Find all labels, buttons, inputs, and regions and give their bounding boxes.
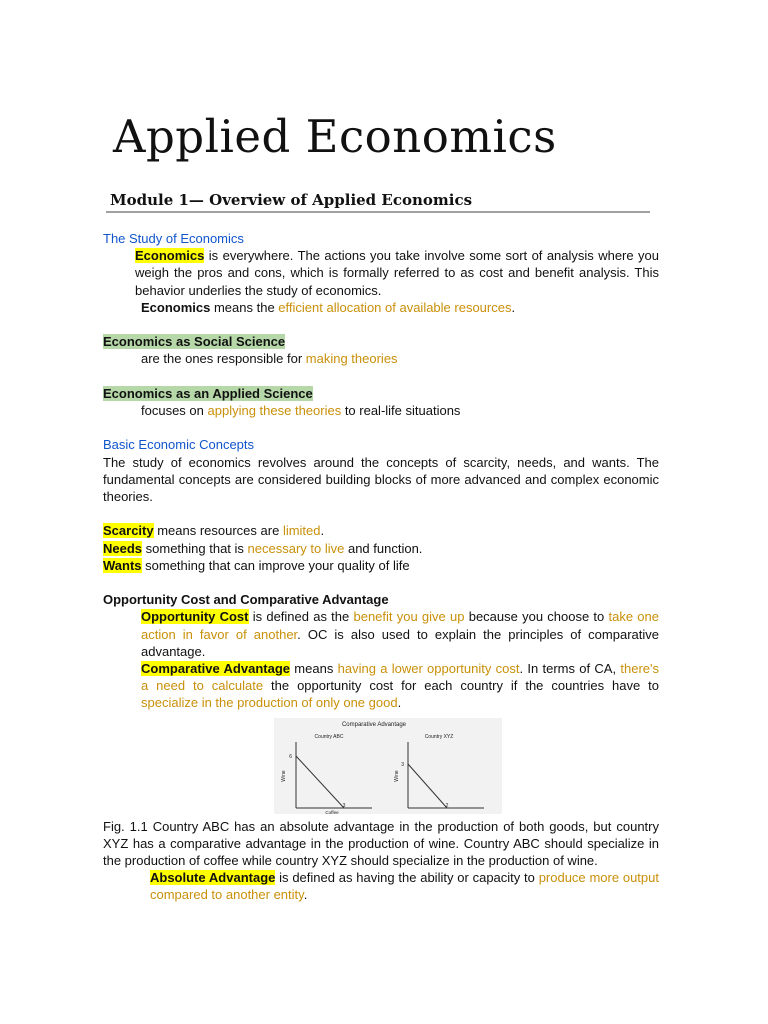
spacer (103, 505, 659, 522)
highlight-phrase: making theories (305, 351, 398, 367)
paragraph-study (103, 247, 659, 299)
heading-divider (106, 211, 650, 213)
paragraph-text: is everywhere. The actions you take involve some sort of analysis where you weigh the pros and cons, which is formally referred to as cost and benefit analysis. This behavior underlies the study of economics. (135, 248, 659, 298)
left-y-value: 6 (289, 753, 292, 760)
paragraph-comparative-advantage (103, 660, 659, 712)
paragraph-text: . (511, 299, 516, 315)
figure-left-label: Country ABC (314, 733, 344, 740)
highlight-term: Wants (103, 557, 142, 573)
paragraph-text: means (290, 661, 338, 676)
highlight-term: Comparative Advantage (141, 661, 291, 676)
document-title: Applied Economics (113, 110, 557, 163)
section-heading-social (103, 333, 659, 350)
section-heading-basic: Basic Economic Concepts (103, 437, 255, 453)
right-x-value: 2 (445, 802, 449, 809)
paragraph-text: and function. (344, 540, 423, 556)
highlight-term: Economics (135, 248, 205, 264)
paragraph-text: focuses on (141, 403, 208, 418)
right-y-value: 3 (401, 761, 404, 768)
concept-needs (103, 540, 659, 557)
highlight-term: Opportunity Cost (141, 609, 249, 625)
spacer (103, 316, 659, 333)
right-y-label: Wine (394, 769, 400, 782)
green-heading: Economics as an Applied Science (103, 385, 313, 401)
paragraph-opportunity-cost (103, 608, 659, 660)
paragraph-text: something that is (142, 540, 248, 556)
concept-scarcity (103, 522, 659, 539)
spacer (103, 368, 659, 385)
highlight-phrase: there's a need to calculate (141, 661, 659, 694)
left-y-label: Wine (281, 769, 287, 782)
left-x-value: 3 (342, 802, 346, 809)
highlight-phrase: produce more output compared to another entity (150, 870, 659, 903)
figure-caption: Fig. 1.1 Country ABC has an absolute advantage in the production of both goods, but country XYZ has a comparative advantage in the production of wine. Country ABC should specialize in the production of coffee while country XYZ should specialize in the production of wine. (103, 818, 659, 869)
figure-title: Comparative Advantage (341, 721, 407, 728)
paragraph-text: means the (210, 299, 279, 315)
paragraph-text: something that can improve your quality of life (141, 557, 410, 573)
paragraph-definition (103, 299, 659, 316)
left-ppf-line (296, 756, 344, 808)
paragraph-text: . (320, 523, 325, 539)
paragraph-absolute-advantage (103, 869, 659, 903)
left-x-label: Coffee (325, 809, 339, 814)
highlight-term: Absolute Advantage (150, 870, 276, 886)
paragraph-text: . In terms of CA, (519, 661, 621, 676)
green-heading: Economics as Social Science (103, 334, 286, 350)
paragraph-applied (103, 402, 659, 419)
section-heading-applied (103, 385, 659, 402)
highlight-phrase: applying these theories (207, 403, 342, 418)
highlight-phrase: efficient allocation of available resources (278, 299, 512, 315)
paragraph-text: is defined as the (248, 609, 354, 625)
highlight-phrase: limited (282, 523, 321, 539)
right-ppf-line (408, 764, 447, 808)
paragraph-social (103, 350, 659, 367)
paragraph-text: is defined as having the ability or capacity to (275, 870, 539, 886)
concept-wants (103, 557, 659, 574)
paragraph-text: means resources are (153, 523, 283, 539)
comparative-advantage-figure (274, 718, 502, 814)
paragraph-basic: The study of economics revolves around the concepts of scarcity, needs, and wants. The fundamental concepts are considered building blocks of more advanced and complex economic theories. (103, 454, 659, 504)
paragraph-text: to real-life situations (341, 403, 461, 418)
highlight-phrase: having a lower opportunity cost (337, 661, 520, 676)
spacer (103, 574, 659, 591)
document-body (103, 230, 659, 904)
paragraph-text: are the ones responsible for (141, 351, 306, 367)
section-heading-study: The Study of Economics (103, 231, 244, 246)
paragraph-text: . (303, 887, 308, 903)
module-heading: Module 1— Overview of Applied Economics (110, 191, 473, 209)
paragraph-text: because you choose to (464, 609, 609, 625)
highlight-term: Needs (103, 540, 143, 556)
bold-term: Economics (141, 299, 211, 315)
section-heading-opportunity: Opportunity Cost and Comparative Advantage (103, 592, 389, 608)
paragraph-text: the opportunity cost for each country if the countries have to (263, 678, 660, 694)
highlight-phrase: take one action in favor of another (141, 609, 659, 642)
paragraph-text: . (397, 695, 402, 711)
highlight-phrase: specialize in the production of only one good (141, 695, 398, 711)
highlight-term: Scarcity (103, 523, 154, 539)
highlight-phrase: benefit you give up (353, 609, 465, 625)
figure-right-label: Country XYZ (424, 733, 454, 740)
highlight-phrase: necessary to live (247, 540, 345, 556)
spacer (103, 419, 659, 436)
paragraph-text: . OC is also used to explain the principles of comparative advantage. (141, 626, 659, 659)
